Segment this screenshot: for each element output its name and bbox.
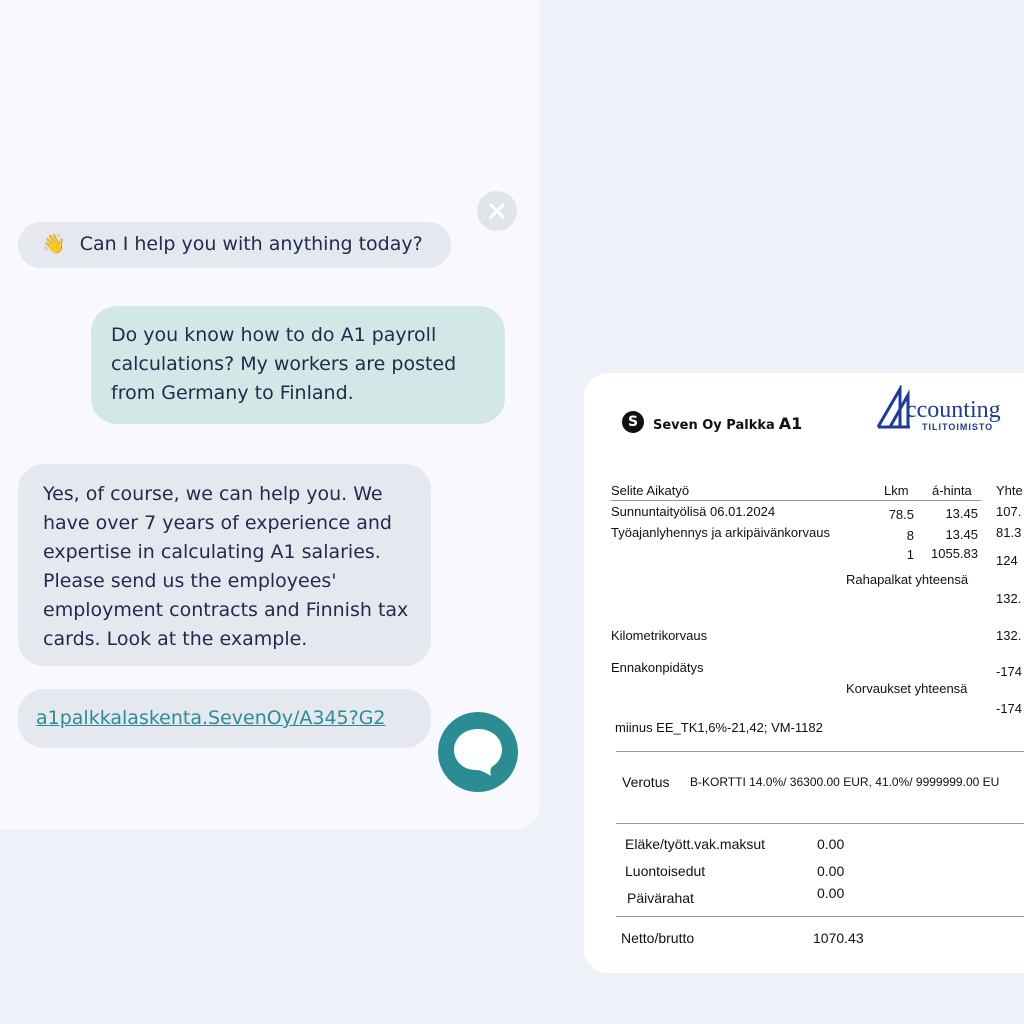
header-selite: Selite Aikatyö — [611, 483, 690, 498]
close-icon — [488, 202, 506, 220]
paivarahat-value: 0.00 — [817, 885, 845, 901]
waving-hand-emoji: 👋 — [42, 233, 66, 255]
chat-panel — [0, 0, 540, 830]
korvaukset-label: Korvaukset yhteensä — [846, 681, 968, 696]
accounting-logo — [876, 385, 1024, 435]
section-rule-3 — [616, 916, 1024, 917]
greeting-bubble — [18, 222, 451, 268]
user-message-bubble: Do you know how to do A1 payroll calculations? My workers are posted from Germany to Finland. — [91, 306, 505, 424]
seven-oy-logo: S — [622, 411, 644, 433]
row-1-total: 107. — [996, 504, 1022, 519]
header-lkm: Lkm — [884, 483, 909, 498]
header-yhteensa: Yhte — [996, 483, 1023, 498]
brand-name — [653, 414, 802, 433]
elake-value: 0.00 — [817, 836, 845, 852]
row-2-label: Työajanlyhennys ja arkipäivänkorvaus — [611, 525, 830, 540]
verotus-value: B-KORTTI 14.0%/ 36300.00 EUR, 41.0%/ 9999999.00 EU — [690, 775, 1000, 789]
header-rule — [611, 500, 981, 501]
section-rule-1 — [616, 751, 1024, 752]
luontois-label: Luontoisedut — [625, 863, 706, 879]
chat-bubble-icon[interactable] — [437, 711, 519, 793]
netto-value: 1070.43 — [813, 930, 864, 946]
row-2-ahinta: 13.45 — [945, 527, 978, 542]
payslip-card — [584, 373, 1024, 973]
close-button[interactable] — [477, 191, 517, 231]
rahapalkat-total: 132. — [996, 591, 1022, 606]
brand-suffix: A1 — [778, 414, 803, 433]
row-2-total: 81.3 — [996, 525, 1022, 540]
row-1-ahinta: 13.45 — [945, 506, 978, 521]
brand-name-text: Seven Oy Palkka — [653, 418, 775, 433]
korvaukset-total: -174 — [996, 701, 1023, 716]
header-ahinta: á-hinta — [932, 483, 972, 498]
greeting-text: Can I help you with anything today? — [79, 233, 423, 255]
netto-label: Netto/brutto — [621, 930, 695, 946]
accounting-logo-sub: TILITOIMISTO — [922, 422, 994, 432]
section-rule-2 — [616, 823, 1024, 824]
link-bubble — [18, 689, 431, 748]
row-1-lkm: 78.5 — [888, 507, 914, 522]
payslip-link[interactable]: a1palkkalaskenta.SevenOy/A345?G2 — [36, 707, 386, 729]
luontois-value: 0.00 — [817, 863, 845, 879]
row-3-lkm: 1 — [906, 547, 914, 562]
row-3-total: 124 — [996, 553, 1018, 568]
ennakko-total: -174 — [996, 664, 1023, 679]
elake-label: Eläke/tyött.vak.maksut — [625, 836, 766, 852]
accounting-logo-word: ccounting — [906, 397, 1001, 423]
kilometri-total: 132. — [996, 628, 1022, 643]
paivarahat-label: Päivärahat — [627, 890, 694, 906]
row-1-label: Sunnuntaityölisä 06.01.2024 — [611, 504, 776, 519]
ennakko-label: Ennakonpidätys — [611, 660, 704, 675]
verotus-label: Verotus — [622, 774, 670, 790]
row-3-ahinta: 1055.83 — [931, 546, 978, 561]
kilometri-label: Kilometrikorvaus — [611, 628, 708, 643]
rahapalkat-label: Rahapalkat yhteensä — [846, 572, 969, 587]
row-2-lkm: 8 — [906, 528, 914, 543]
miinus-text: miinus EE_TK1,6%-21,42; VM-1182 — [615, 720, 823, 735]
agent-reply-bubble: Yes, of course, we can help you. We have over 7 years of experience and expertise in calculating A1 salaries. Please send us the employees' employment contracts and Finnish tax cards. Look at the example. — [18, 464, 431, 666]
